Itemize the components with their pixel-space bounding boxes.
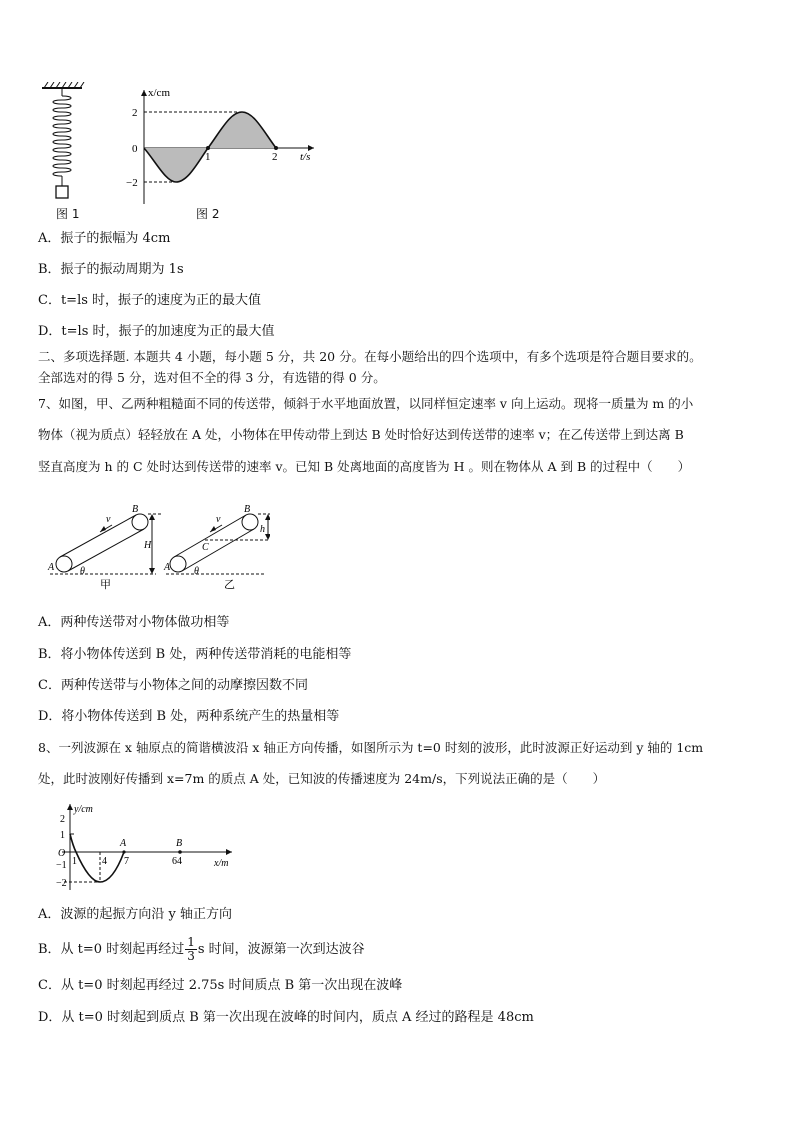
point-a-label: A bbox=[120, 838, 127, 849]
x-tick-1: 1 bbox=[205, 151, 211, 163]
label-h-big: H bbox=[144, 540, 152, 551]
y-axis-label: x/cm bbox=[148, 87, 170, 99]
x-tick-1: 1 bbox=[72, 856, 77, 867]
fraction-denominator: 3 bbox=[187, 949, 195, 963]
y-tick-2: 2 bbox=[60, 814, 65, 825]
ceiling bbox=[42, 82, 84, 88]
y-tick-2: 2 bbox=[132, 107, 138, 119]
oscillator-block bbox=[56, 186, 68, 198]
label-jia: 甲 bbox=[100, 579, 111, 591]
x-tick-64: 64 bbox=[172, 856, 182, 867]
q7-stem-line3: 竖直高度为 h 的 C 处时达到传送带的速率 v。已知 B 处离地面的高度皆为 H 。则在物体从 A 到 B 的过程中（ ） bbox=[38, 459, 691, 474]
y-tick-neg1: −1 bbox=[56, 860, 67, 871]
label-theta-jia: θ bbox=[80, 566, 85, 577]
y-tick-neg2: −2 bbox=[56, 878, 67, 889]
q8-option-b-prefix: B．从 t=0 时刻起再经过 bbox=[38, 942, 185, 957]
q8-option-d: D．从 t=0 时刻起到质点 B 第一次出现在波峰的时间内，质点 A 经过的路程是 48cm bbox=[38, 1010, 534, 1025]
label-a-jia: A bbox=[48, 562, 55, 573]
q7-stem-line1: 7、如图，甲、乙两种粗糙面不同的传送带，倾斜于水平地面放置，以同样恒定速率 v 向上运动。现将一质量为 m 的小 bbox=[38, 396, 694, 411]
xt-graph bbox=[141, 90, 314, 204]
x-tick-4: 4 bbox=[102, 856, 107, 867]
spring bbox=[53, 88, 71, 186]
conveyor-belt-figure bbox=[40, 500, 270, 592]
x-tick-2: 2 bbox=[272, 151, 278, 163]
q8-option-b-suffix: s 时间，波源第一次到达波谷 bbox=[197, 942, 365, 957]
x-axis-label: x/m bbox=[214, 858, 229, 869]
label-a-yi: A bbox=[164, 562, 171, 573]
point-b-label: B bbox=[176, 838, 183, 849]
section2-instructions-line1: 二、多项选择题. 本题共 4 小题，每小题 5 分，共 20 分。在每小题给出的四个选项中，有多个选项是符合题目要求的。 bbox=[38, 349, 702, 364]
q8-stem-line1: 8、一列波源在 x 轴原点的简谐横波沿 x 轴正方向传播，如图所示为 t=0 时刻的波形，此时波源正好运动到 y 轴的 1cm bbox=[38, 740, 704, 755]
y-tick-1: 1 bbox=[60, 830, 65, 841]
q6-option-b: B．振子的振动周期为 1s bbox=[38, 262, 184, 277]
q7-stem-line2: 物体（视为质点）轻轻放在 A 处，小物体在甲传动带上到达 B 处时恰好达到传送带的速率 v；在乙传送带上到达离 B bbox=[38, 427, 684, 442]
q8-option-a: A．波源的起振方向沿 y 轴正方向 bbox=[38, 907, 232, 922]
x-tick-7: 7 bbox=[124, 856, 129, 867]
q6-option-d: D．t=ls 时，振子的加速度为正的最大值 bbox=[38, 324, 275, 339]
q7-option-c: C．两种传送带与小物体之间的动摩擦因数不同 bbox=[38, 678, 308, 693]
q8-option-c: C．从 t=0 时刻起再经过 2.75s 时间质点 B 第一次出现在波峰 bbox=[38, 978, 403, 993]
y-tick-neg2: −2 bbox=[126, 177, 138, 189]
q7-option-b: B．将小物体传送到 B 处，两种传送带消耗的电能相等 bbox=[38, 647, 352, 662]
q8-option-b bbox=[38, 936, 365, 963]
fraction-one-third bbox=[185, 936, 197, 963]
label-h-small: h bbox=[260, 524, 265, 535]
q6-option-c: C．t=ls 时，振子的速度为正的最大值 bbox=[38, 293, 262, 308]
origin-label: O bbox=[58, 848, 66, 859]
label-v-jia: v bbox=[106, 514, 111, 525]
label-c-yi: C bbox=[202, 542, 209, 553]
label-v-yi: v bbox=[216, 514, 221, 525]
q8-stem-line2: 处，此时波刚好传播到 x=7m 的质点 A 处，已知波的传播速度为 24m/s，下列说法正确的是（ ） bbox=[38, 771, 606, 786]
label-theta-yi: θ bbox=[194, 566, 199, 577]
q6-option-a: A．振子的振幅为 4cm bbox=[38, 231, 171, 246]
section2-instructions-line2: 全部选对的得 5 分，选对但不全的得 3 分，有选错的得 0 分。 bbox=[38, 370, 386, 385]
fraction-numerator: 1 bbox=[187, 935, 195, 949]
y-axis-label: y/cm bbox=[74, 804, 93, 815]
q7-option-a: A．两种传送带对小物体做功相等 bbox=[38, 615, 230, 630]
q7-option-d: D．将小物体传送到 B 处，两种系统产生的热量相等 bbox=[38, 709, 340, 724]
y-tick-0: 0 bbox=[132, 143, 138, 155]
x-axis-label: t/s bbox=[300, 151, 311, 163]
figure2-label: 图 2 bbox=[196, 207, 220, 221]
label-b-jia: B bbox=[132, 504, 139, 515]
wave-curve bbox=[70, 834, 124, 882]
label-b-yi: B bbox=[244, 504, 251, 515]
wave-graph-figure bbox=[44, 798, 244, 894]
label-yi: 乙 bbox=[224, 579, 235, 591]
spring-oscillation-figure bbox=[38, 82, 328, 222]
figure1-label: 图 1 bbox=[56, 207, 80, 221]
